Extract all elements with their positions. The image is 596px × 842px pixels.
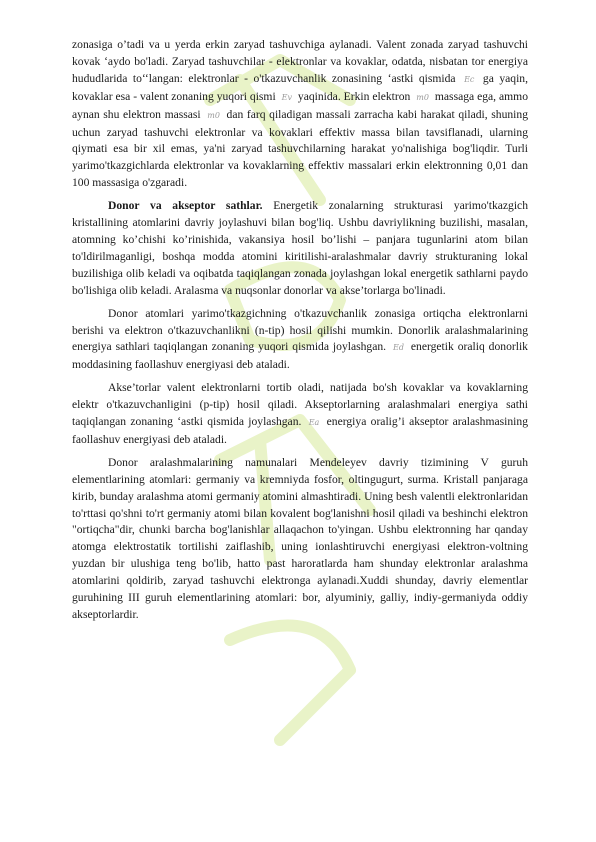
p2-text-a: Donor atomlari yarimo'tkazgichning o'tkazuvchanlik zonasiga ortiqcha elektronlarni berishi va elektron o'tkazuvchanlikni (n-tip) hosil qilishi mumkin. Donorlik aralashmalarining energiya sathlari taqiqlangan zonaning yuqori qismida joylashgan. <box>72 306 528 354</box>
symbol-ev: Ev <box>281 92 292 102</box>
symbol-m0-first: m0 <box>416 92 429 102</box>
p4-text: Donor aralashmalarining namunalari Mendeleyev davriy tizimining V guruh elementlarining atomlari: germaniy va kremniyda fosfor, oltingugurt, surma. Kristall panjaraga kirib, bunday aralashma atomi germaniy atomini almashtiradi. Uning besh valentli elektronlaridan to'rttasi qo'shni to'rt germaniy atomi bilan kovalent bog'lanishni hosil qiladi va beshinchi elektron "ortiqcha"dir, chunki barcha bog'lanishlar allaqachon to'yingan. Ushbu elektronning har qanday atomga elektrostatik tortilishi zaiflashib, uning ionlashtiruvchi energiyasi elektron-voltning yuzdan bir ulushiga teng bo'lib, hatto past haroratlarda ham shunday elektronlar aralashma atomlarini qoldirib, zaryad tashuvchi elektronga aylanadi.Xuddi shunday, davriy elementlar guruhining III guruh elementlarining atomlari: bor, alyuminiy, galliy, indiy-germaniyda oddiy akseptorlardir. <box>72 455 528 621</box>
document-body <box>72 37 528 630</box>
p0-text-a: zonasiga o’tadi va u yerda erkin zaryad tashuvchiga aylanadi. Valent zonada zaryad tashuvchi kovak ‘aydo bo'ladi. Zaryad tashuvchilar - elektronlar va kovaklar, odatda, nisbatan tor energiya hududlarida to‘‘langan: elektronlar - o'tkazuvchanlik zonasining ‘astki qismida <box>72 38 528 85</box>
p0-text-b: ga yaqin, kovaklar esa - valent zonaning yuqori qismi <box>72 71 528 103</box>
symbol-ec: Ec <box>464 74 475 84</box>
symbol-m0-second: m0 <box>207 110 220 120</box>
p1-text: Energetik zonalarning strukturasi yarimo'tkazgich kristallining atomlarini davriy joylashuvi bilan bog'liq. Ushbu davriylikning buzilishi, masalan, atomning ko’chishi ko’rinishida, vakansiya hosil bo’lishi – panjara tugunlarini atom bilan to'ldirilmaganligi, boshqa modda atomini kiritilishi-aralashmalar davriy strukturaning lokal buzilishiga olib keladi va oqibatda taqiqlangan zonada joylashgan lokal energetik sathlarni paydo bo'lishiga olib keladi. Aralasma va nuqsonlar donorlar va akse’torlarga bo'linadi. <box>72 199 528 297</box>
paragraph-acceptors <box>72 380 528 449</box>
p3-text-b: energiya oralig’i akseptor aralashmasining faollashuv energiyasi deb ataladi. <box>72 415 528 446</box>
p3-text-a: Akse’torlar valent elektronlarni tortib oladi, natijada bo'sh kovaklar va kovaklarning elektr o'tkazuvchanligini (p-tip) hosil qiladi. Akseptorlarning aralashmalari energiya sathi taqiqlangan zonaning ‘astki qismida joylashgan. <box>72 381 528 429</box>
symbol-ea: Ea <box>308 418 320 428</box>
paragraph-donor-acceptor-levels <box>72 198 528 299</box>
paragraph-donor-examples <box>72 455 528 624</box>
watermark-glyph-4 <box>230 625 350 740</box>
section-heading-donor-acceptor: Donor va akseptor sathlar. <box>108 199 263 213</box>
symbol-ed: Ed <box>392 343 404 353</box>
p2-text-b: energetik oraliq donorlik moddasining faollashuv energiyasi deb ataladi. <box>72 340 528 372</box>
paragraph-donor-atoms <box>72 306 528 375</box>
p0-text-e: dan farq qiladigan massali zarracha kabi harakat qiladi, shuning uchun zaryad tashuvchi elektronlar va kovaklari effektiv massa bilan tavsiflanadi, ularning qiymati esa bir xil emas, ya'ni zaryad tashuvchilarning harakat yo'nalishiga bog'liqdir. Turli yarimo'tkazgichlarda elektronlar va kovaklarning effektiv massalari erkin elektronning 0,01 dan 100 massasiga o'zgaradi. <box>72 107 528 190</box>
paragraph-zone-carriers <box>72 37 528 192</box>
p0-text-d: massaga ega, ammo aynan shu elektron massasi <box>72 89 528 121</box>
p0-text-c: yaqinida. Erkin elektron <box>297 89 411 103</box>
